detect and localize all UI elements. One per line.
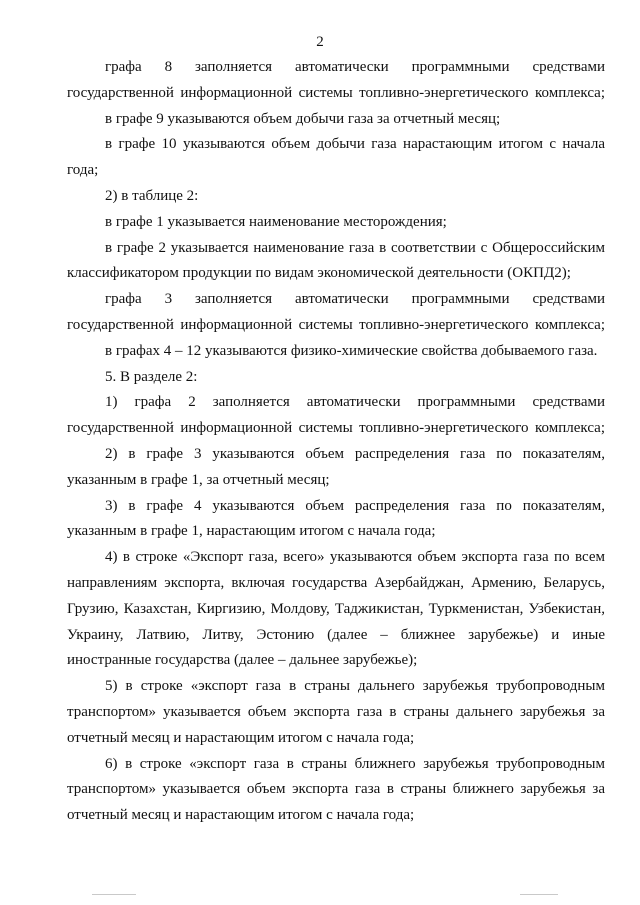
paragraph [67,107,605,133]
text-line: в графе 10 указываются объем добычи газа нарастающим итогом с начала [105,136,605,153]
text-line: указанным в графе 1, за отчетный месяц; [67,471,330,488]
text-line: в графе 9 указываются объем добычи газа за отчетный месяц; [105,110,501,127]
text-line: отчетный месяц и нарастающим итогом с начала года; [67,807,415,824]
paragraph [67,752,605,829]
text-line: государственной информационной системы топливно-энергетического комплекса; [67,420,605,437]
scan-artifact [92,894,136,895]
text-line: отчетный месяц и нарастающим итогом с начала года; [67,729,415,746]
text-line: иностранные государства (далее – дальнее зарубежье); [67,652,418,669]
paragraph [67,210,605,236]
page-number: 2 [316,34,324,50]
text-line: графа 3 заполняется автоматически программными средствами [105,291,605,308]
text-line: 3) в графе 4 указываются объем распределения газа по показателям, [105,497,605,514]
text-line: 2) в графе 3 указываются объем распределения газа по показателям, [105,445,605,462]
text-line: в графе 2 указывается наименование газа в соответствии с Общероссийским [105,239,605,256]
text-line: классификатором продукции по видам экономической деятельности (ОКПД2); [67,265,571,282]
document-body [67,55,605,829]
paragraph [67,132,605,184]
text-line: 2) в таблице 2: [105,187,199,204]
scan-artifact [520,894,558,895]
paragraph [67,494,605,546]
text-line: 1) графа 2 заполняется автоматически программными средствами [105,394,605,411]
text-line: 5. В разделе 2: [105,368,198,385]
paragraph [67,236,605,288]
paragraph [67,390,605,442]
text-line: государственной информационной системы топливно-энергетического комплекса; [67,316,605,333]
text-line: Украину, Латвию, Литву, Эстонию (далее – ближнее зарубежье) и иные [67,626,605,643]
paragraph [67,184,605,210]
paragraph [67,287,605,339]
paragraph [67,365,605,391]
text-line: 6) в строке «экспорт газа в страны ближнего зарубежья трубопроводным [105,755,605,772]
text-line: направлениям экспорта, включая государства Азербайджан, Армению, Беларусь, [67,574,605,591]
text-line: года; [67,162,99,179]
text-line: 5) в строке «экспорт газа в страны дальнего зарубежья трубопроводным [105,678,605,695]
text-line: в графе 1 указывается наименование месторождения; [105,213,447,230]
text-line: государственной информационной системы топливно-энергетического комплекса; [67,84,605,101]
paragraph [67,339,605,365]
text-line: транспортом» указывается объем экспорта газа в страны ближнего зарубежья за [67,781,605,798]
text-line: в графах 4 – 12 указываются физико-химические свойства добываемого газа. [105,342,598,359]
paragraph [67,674,605,751]
paragraph [67,55,605,107]
text-line: графа 8 заполняется автоматически программными средствами [105,59,605,75]
text-line: указанным в графе 1, нарастающим итогом с начала года; [67,523,436,540]
paragraph [67,545,605,674]
text-line: Грузию, Казахстан, Киргизию, Молдову, Таджикистан, Туркменистан, Узбекистан, [67,600,605,617]
text-line: транспортом» указывается объем экспорта газа в страны дальнего зарубежья за [67,703,605,720]
paragraph [67,442,605,494]
text-line: 4) в строке «Экспорт газа, всего» указываются объем экспорта газа по всем [105,549,605,566]
